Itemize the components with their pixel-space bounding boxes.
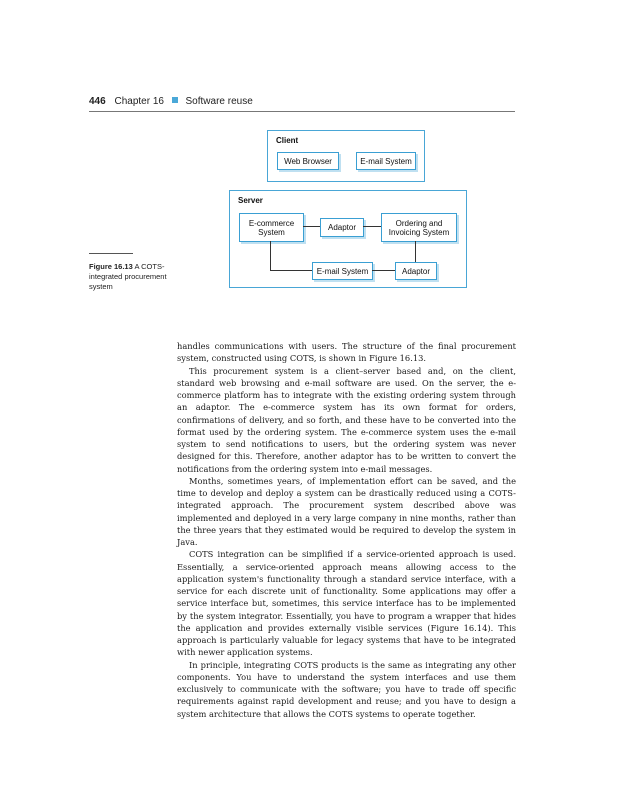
connector-adaptor-ordering-up [415, 241, 416, 262]
connector-ecommerce-email [270, 270, 312, 271]
ecommerce-component: E-commerce System [239, 213, 304, 242]
caption-text: A COTS-integrated procurement system [89, 262, 167, 291]
server-title: Server [238, 196, 263, 205]
ordering-invoicing-component: Ordering and Invoicing System [381, 213, 457, 242]
caption-label: Figure 16.13 [89, 262, 133, 271]
client-title: Client [276, 136, 299, 145]
connector-adaptor-ordering [363, 226, 381, 227]
paragraph-1: handles communications with users. The structure of the final procurement system, constructed using COTS, is shown in Figure 16.13. [177, 341, 516, 364]
body-text [177, 340, 516, 720]
adaptor-component-2: Adaptor [395, 262, 437, 280]
header-rule [89, 111, 515, 112]
adaptor-component-1: Adaptor [320, 218, 364, 237]
connector-email-adaptor [372, 270, 395, 271]
connector-ecommerce-down [270, 241, 271, 270]
figure-caption [89, 262, 184, 292]
paragraph-4: COTS integration can be simplified if a service-oriented approach is used. Essentially, a service-oriented approach means allowing access to the application system's functionality through a standard service interface, with a service for each discrete unit of functionality. Some applications may offer a service interface but, sometimes, this service interface has to be implemented by the system integrator. Essentially, you have to program a wrapper that hides the application and provides externally visible services (Figure 16.14). This approach is particularly valuable for legacy systems that have to be integrated with newer application systems. [177, 549, 516, 658]
section-label: Software reuse [185, 96, 253, 107]
header-square-icon [172, 97, 178, 103]
paragraph-5: In principle, integrating COTS products is the same as integrating any other components. You have to understand the system interfaces and use them exclusively to communicate with the software; you have to trade off specific requirements against rapid development and reuse; and you have to design a system architecture that allows the COTS systems to operate together. [177, 659, 516, 719]
server-email-component: E-mail System [312, 262, 373, 280]
web-browser-component: Web Browser [277, 152, 339, 170]
client-email-component: E-mail System [356, 152, 416, 170]
page-number: 446 [89, 96, 106, 107]
chapter-label: Chapter 16 [114, 96, 164, 107]
running-header [89, 96, 515, 107]
paragraph-2: This procurement system is a client–server based and, on the client, standard web browsing and e-mail software are used. On the server, the e-commerce platform has to integrate with the existing ordering system through an adaptor. The e-commerce system has its own format for orders, confirmations of delivery, and so forth, and these have to be converted into the format used by the ordering system. The e-commerce system uses the e-mail system to send notifications to users, but the ordering system was never designed for this. Therefore, another adaptor has to be written to convert the notifications from the ordering system into e-mail messages. [177, 365, 516, 474]
connector-ecommerce-adaptor [303, 226, 320, 227]
paragraph-3: Months, sometimes years, of implementation effort can be saved, and the time to develop and deploy a system can be drastically reduced using a COTS-integrated approach. The procurement system described above was implemented and deployed in a very large company in nine months, rather than the three years that they estimated would be required to develop the system in Java. [177, 475, 516, 547]
caption-rule [89, 253, 133, 254]
